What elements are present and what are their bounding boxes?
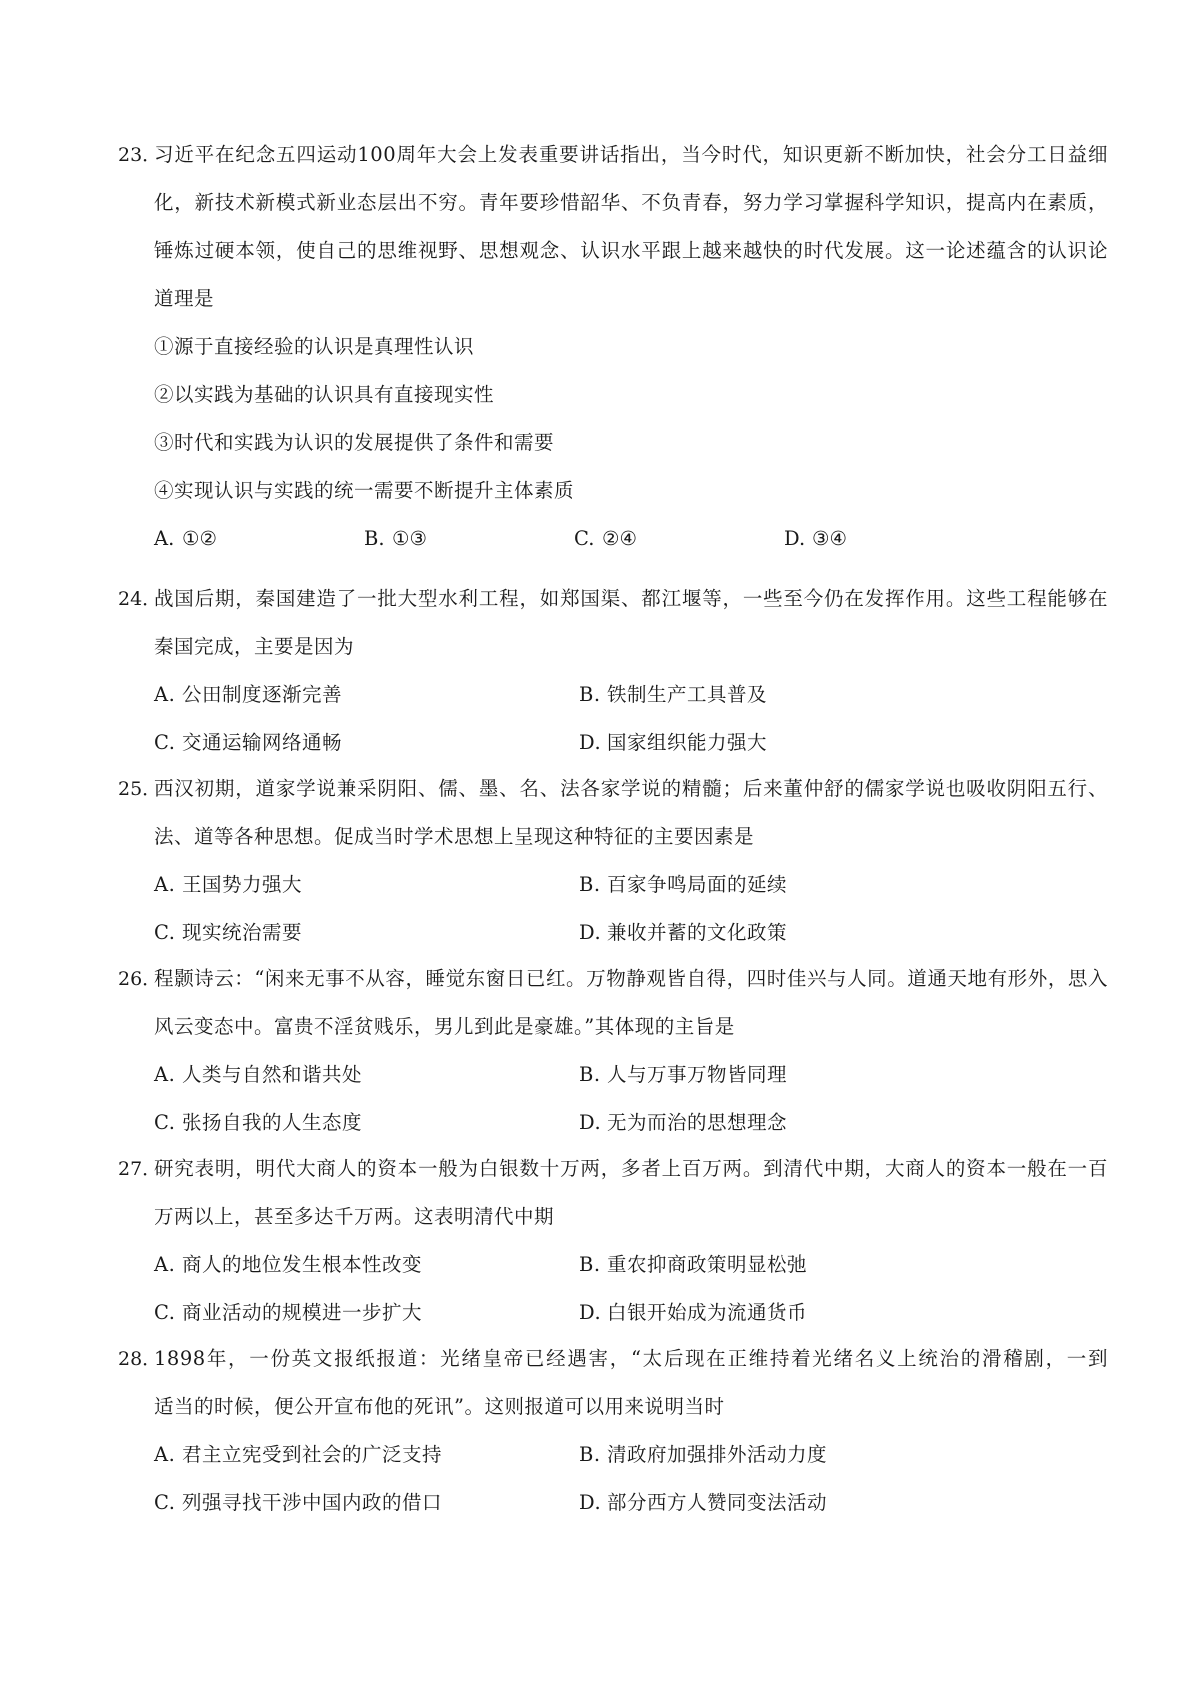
option-letter: B. [579, 683, 601, 706]
option-text: 商人的地位发生根本性改变 [182, 1253, 423, 1276]
option-letter: A. [154, 1253, 176, 1276]
option-letter: C. [154, 1301, 176, 1324]
option-text: 人类与自然和谐共处 [182, 1063, 363, 1086]
option-list [154, 861, 1108, 957]
option-a [154, 861, 579, 909]
question-stem: 程颢诗云：“闲来无事不从容，睡觉东窗日已红。万物静观皆自得，四时佳兴与人同。道通天地有形外，思入风云变态中。富贵不淫贫贱乐，男儿到此是豪雄。”其体现的主旨是 [154, 967, 1108, 1038]
option-letter: B. [579, 1063, 601, 1086]
option-b [579, 861, 1004, 909]
option-text: 国家组织能力强大 [607, 731, 768, 754]
question-number: 27． [118, 1158, 162, 1180]
option-list [154, 1431, 1108, 1527]
option-b [579, 1241, 1004, 1289]
question-27-row [118, 1145, 1108, 1241]
question-27 [118, 1145, 1108, 1337]
option-text: 王国势力强大 [182, 873, 303, 896]
option-a [154, 1241, 579, 1289]
option-letter: C. [154, 731, 176, 754]
option-b [364, 515, 574, 563]
option-letter: A. [154, 1063, 176, 1086]
question-stem: 战国后期，秦国建造了一批大型水利工程，如郑国渠、都江堰等，一些至今仍在发挥作用。这些工程能够在秦国完成，主要是因为 [154, 587, 1108, 658]
question-number: 26． [118, 968, 162, 990]
option-letter: B. [579, 1253, 601, 1276]
option-letter: C. [154, 1491, 176, 1514]
statement-item: ④实现认识与实践的统一需要不断提升主体素质 [154, 479, 575, 502]
question-28 [118, 1335, 1149, 1527]
question-stem: 研究表明，明代大商人的资本一般为白银数十万两，多者上百万两。到清代中期，大商人的资本一般在一百万两以上，甚至多达千万两。这表明清代中期 [154, 1157, 1108, 1228]
option-a [154, 515, 364, 563]
question-28-row [118, 1335, 1149, 1431]
option-text: 清政府加强排外活动力度 [607, 1443, 828, 1466]
option-text: 兼收并蓄的文化政策 [607, 921, 788, 944]
option-text: 商业活动的规模进一步扩大 [182, 1301, 423, 1324]
option-letter: D. [784, 527, 806, 550]
option-letter: B. [579, 1443, 601, 1466]
option-text: 公田制度逐渐完善 [182, 683, 343, 706]
option-c [154, 1479, 579, 1527]
option-letter: D. [579, 921, 602, 944]
question-number: 23． [118, 144, 162, 166]
option-b [579, 671, 1004, 719]
option-c [154, 1099, 579, 1147]
option-a [154, 671, 579, 719]
option-c [574, 515, 784, 563]
option-letter: A. [154, 683, 176, 706]
option-b [579, 1051, 1004, 1099]
option-d [579, 1479, 1004, 1527]
option-letter: D. [579, 1491, 602, 1514]
option-letter: C. [574, 527, 595, 550]
option-letter: B. [579, 873, 601, 896]
statement-item: ②以实践为基础的认识具有直接现实性 [154, 383, 495, 406]
option-text: 列强寻找干涉中国内政的借口 [182, 1491, 443, 1514]
option-d [579, 909, 1004, 957]
option-a [154, 1431, 579, 1479]
option-text: 重农抑商政策明显松弛 [607, 1253, 808, 1276]
option-list [154, 1241, 1108, 1337]
question-number: 28． [118, 1348, 162, 1370]
option-text: 无为而治的思想理念 [607, 1111, 788, 1134]
option-letter: D. [579, 1111, 602, 1134]
question-25 [118, 765, 1108, 957]
question-23-row [118, 131, 1108, 323]
question-stem: 1898年，一份英文报纸报道：光绪皇帝已经遇害，“太后现在正维持着光绪名义上统治的滑稽剧，一到 适当的时候，便公开宣布他的死讯”。这则报道可以用来说明当时 [154, 1347, 1149, 1418]
option-letter: A. [154, 873, 176, 896]
option-letter: A. [154, 527, 175, 550]
option-b [579, 1431, 1004, 1479]
statement-item: ①源于直接经验的认识是真理性认识 [154, 335, 475, 358]
question-26 [118, 955, 1108, 1147]
option-letter: D. [579, 731, 602, 754]
option-d [579, 719, 1004, 767]
option-letter: B. [364, 527, 385, 550]
question-24-row [118, 575, 1108, 671]
option-letter: C. [154, 1111, 176, 1134]
option-d [579, 1289, 1004, 1337]
option-text: ②④ [602, 527, 637, 550]
question-23 [118, 131, 1108, 563]
option-text: 现实统治需要 [182, 921, 303, 944]
option-text: 白银开始成为流通货币 [607, 1301, 808, 1324]
question-number: 25． [118, 778, 162, 800]
option-text: 张扬自我的人生态度 [182, 1111, 363, 1134]
option-c [154, 1289, 579, 1337]
option-list [154, 671, 1108, 767]
question-stem: 西汉初期，道家学说兼采阴阳、儒、墨、名、法各家学说的精髓；后来董仲舒的儒家学说也吸收阴阳五行、法、道等各种思想。促成当时学术思想上呈现这种特征的主要因素是 [154, 777, 1108, 848]
option-text: 交通运输网络通畅 [182, 731, 343, 754]
option-d [579, 1099, 1004, 1147]
option-text: 铁制生产工具普及 [607, 683, 768, 706]
question-number: 24． [118, 588, 162, 610]
question-25-row [118, 765, 1108, 861]
option-text: 百家争鸣局面的延续 [607, 873, 788, 896]
option-text: ①③ [392, 527, 427, 550]
option-c [154, 719, 579, 767]
question-26-row [118, 955, 1108, 1051]
option-text: 人与万事万物皆同理 [607, 1063, 788, 1086]
option-letter: D. [579, 1301, 602, 1324]
option-list [154, 515, 1108, 563]
option-a [154, 1051, 579, 1099]
statement-item: ③时代和实践为认识的发展提供了条件和需要 [154, 431, 555, 454]
question-24 [118, 575, 1108, 767]
option-list [154, 1051, 1108, 1147]
option-text: ①② [182, 527, 217, 550]
question-stem: 习近平在纪念五四运动100周年大会上发表重要讲话指出，当今时代，知识更新不断加快，社会分工日益细化，新技术新模式新业态层出不穷。青年要珍惜韶华、不负青春，努力学习掌握科学知识，提高内在素质，锤炼过硬本领，使自己的思维视野、思想观念、认识水平跟上越来越快的时代发展。这一论述蕴含的认识论道理是 [154, 143, 1108, 310]
option-d [784, 515, 994, 563]
option-text: 部分西方人赞同变法活动 [607, 1491, 828, 1514]
option-letter: C. [154, 921, 176, 944]
option-text: ③④ [812, 527, 847, 550]
option-text: 君主立宪受到社会的广泛支持 [182, 1443, 443, 1466]
option-letter: A. [154, 1443, 176, 1466]
option-c [154, 909, 579, 957]
statement-list [154, 323, 1108, 515]
